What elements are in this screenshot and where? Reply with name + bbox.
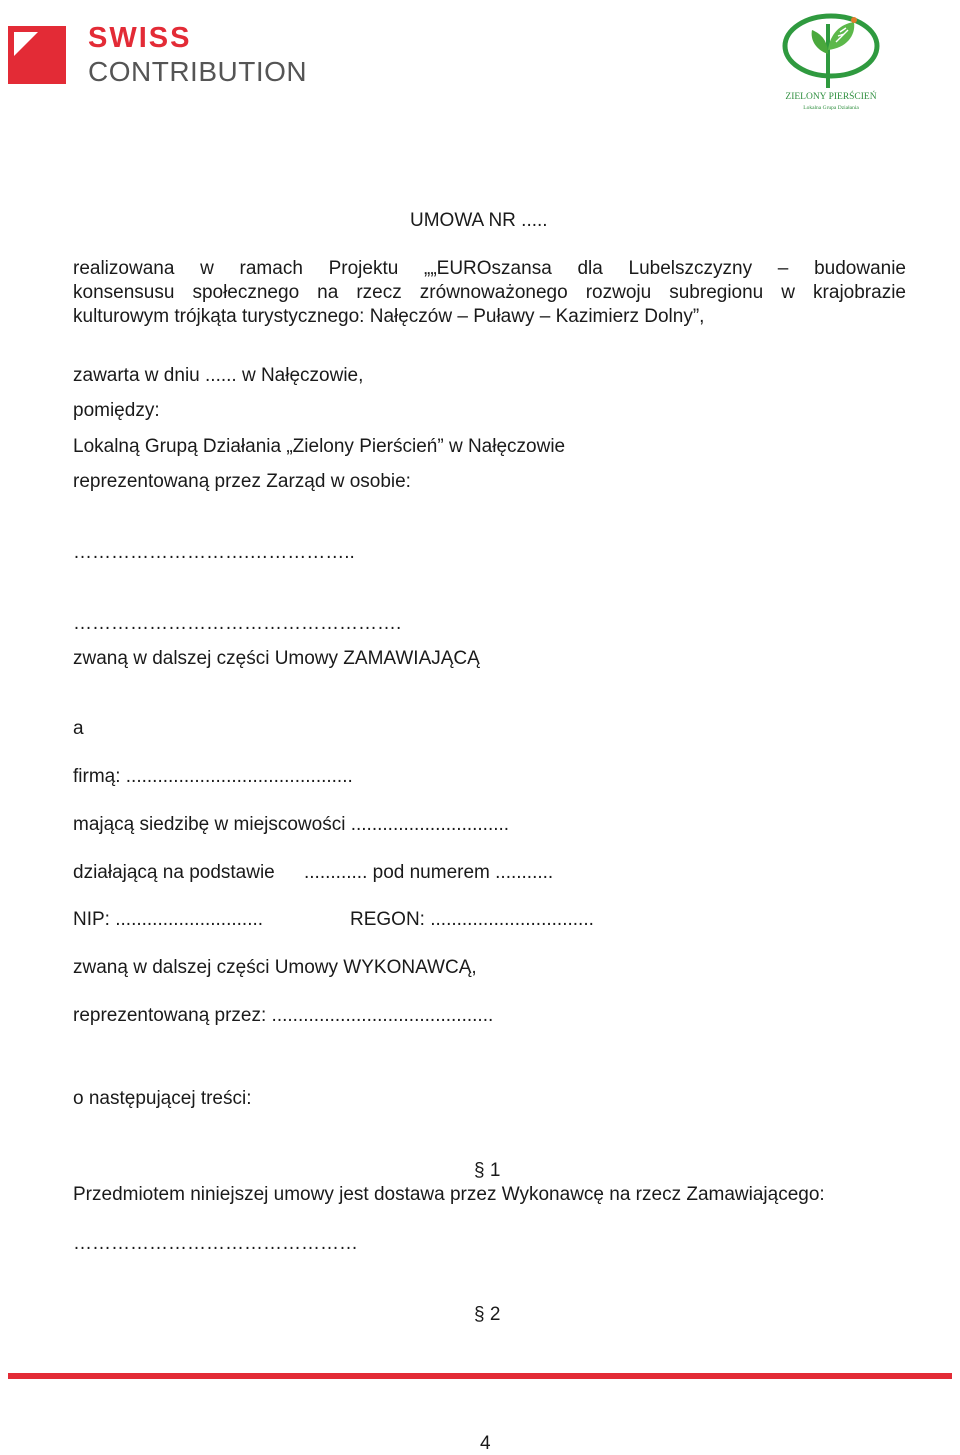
seat-line: mającą siedzibę w miejscowości ..............................: [73, 814, 510, 835]
between-label: pomiędzy:: [73, 400, 160, 421]
regon-line: REGON: ...............................: [350, 909, 594, 930]
logo-word-swiss: SWISS: [88, 22, 192, 54]
basis-number-line: ............ pod numerem ...........: [304, 862, 554, 883]
swiss-contribution-logo: [8, 22, 308, 92]
representative-dots-2: …………………………………………….: [73, 613, 402, 634]
and-label: a: [73, 718, 84, 739]
section-1-heading: § 1: [474, 1160, 501, 1181]
representative-dots-1: ……………………….……………..: [73, 542, 355, 563]
green-ring-sprout-icon: [776, 10, 886, 92]
zielony-pierscien-logo: [776, 10, 886, 115]
intro-line-1: realizowana w ramach Projektu „„EUROszansa dla Lubelszczyzny – budowanie: [73, 258, 906, 279]
content-intro: o następującej treści:: [73, 1088, 252, 1109]
party2-called: zwaną w dalszej części Umowy WYKONAWCĄ,: [73, 957, 477, 978]
concluded-line: zawarta w dniu ...... w Nałęczowie,: [73, 365, 364, 386]
intro-line-3: kulturowym trójkąta turystycznego: Nałęczów – Puławy – Kazimierz Dolny”,: [73, 306, 705, 327]
party1-called: zwaną w dalszej części Umowy ZAMAWIAJĄCĄ: [73, 648, 480, 669]
logo-word-contribution: CONTRIBUTION: [88, 56, 308, 87]
section-1-text: Przedmiotem niniejszej umowy jest dostawa przez Wykonawcę na rzecz Zamawiającego:: [73, 1184, 825, 1205]
party2-represented: reprezentowaną przez: ..........................................: [73, 1005, 494, 1026]
document-title: UMOWA NR .....: [410, 210, 548, 231]
logo-subtitle: Lokalna Grupa Działania: [803, 105, 859, 111]
swiss-flag-mark-icon: [8, 26, 66, 84]
section-2-heading: § 2: [474, 1304, 501, 1325]
nip-line: NIP: ............................: [73, 909, 264, 930]
logo-name: ZIELONY PIERŚCIEŃ: [785, 92, 877, 102]
section-1-dots: ………………………………………: [73, 1233, 358, 1254]
footer-divider: [8, 1373, 952, 1379]
party1-name: Lokalną Grupą Działania „Zielony Pierścień” w Nałęczowie: [73, 436, 566, 457]
party1-represented: reprezentowaną przez Zarząd w osobie:: [73, 471, 411, 492]
basis-label: działającą na podstawie: [73, 862, 275, 883]
intro-line-2: konsensusu społecznego na rzecz zrównoważonego rozwoju subregionu w krajobrazie: [73, 282, 906, 303]
page-number: 4: [480, 1433, 491, 1454]
firm-line: firmą: ...........................................: [73, 766, 353, 787]
